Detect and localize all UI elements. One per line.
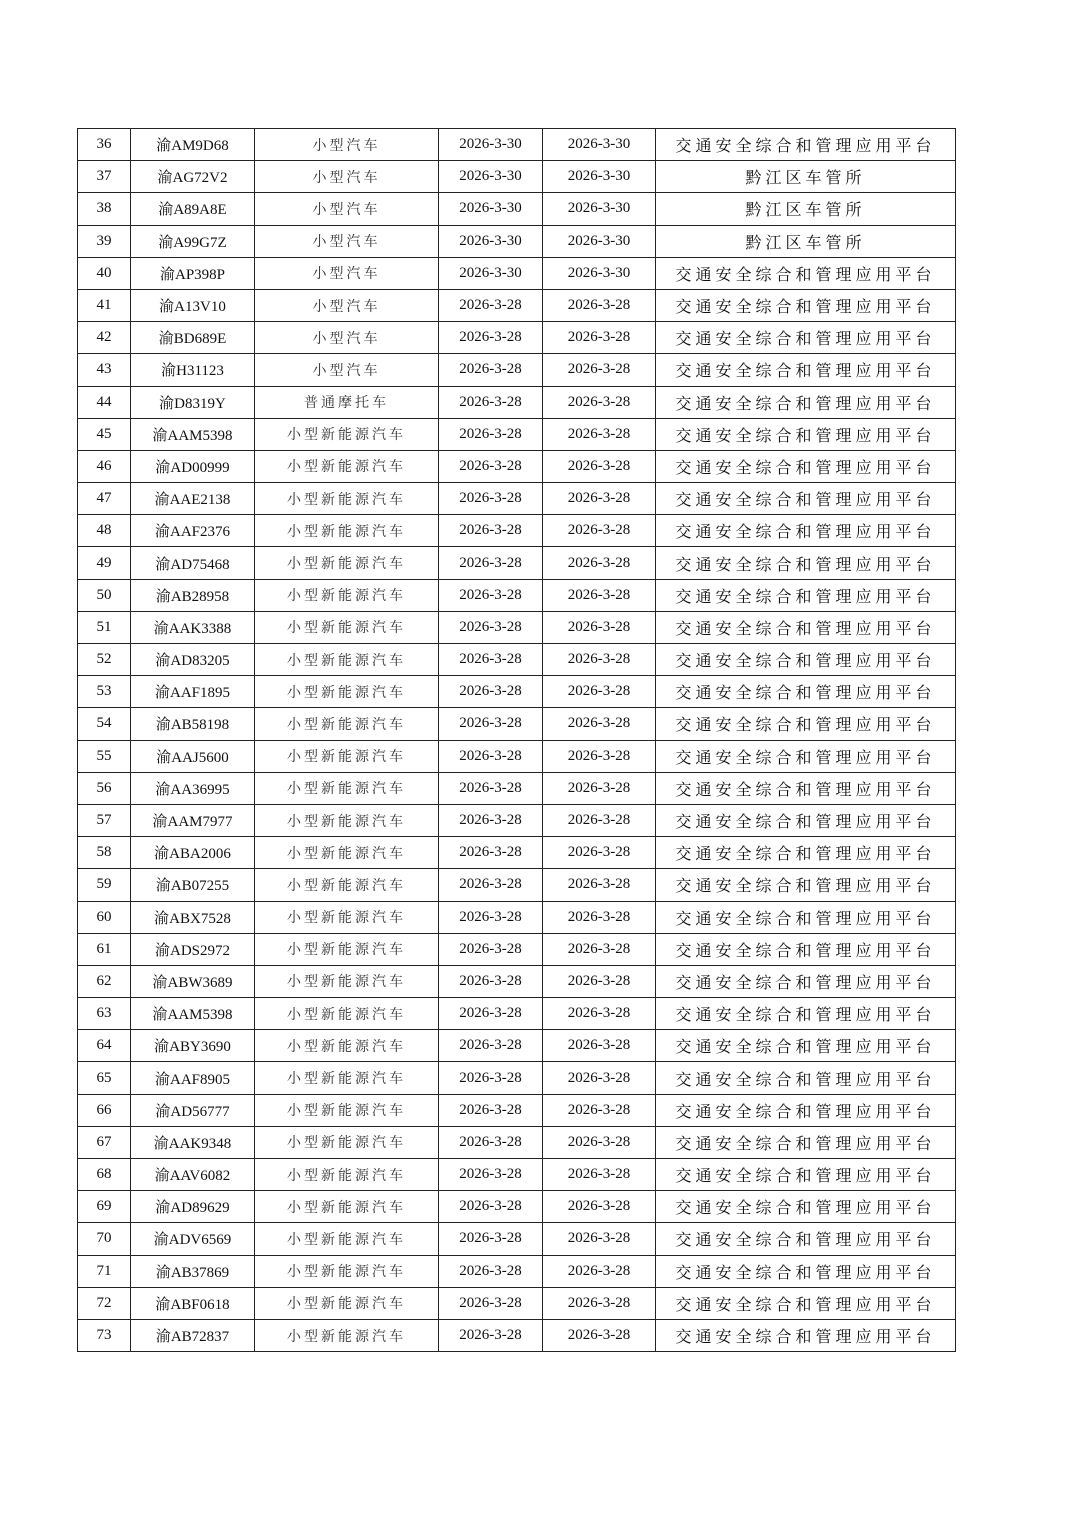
plate-number-cell: 渝AB72837 — [131, 1319, 255, 1351]
date-start-cell: 2026-3-30 — [439, 257, 543, 289]
row-number-cell: 67 — [78, 1126, 131, 1158]
plate-number-cell: 渝AAF8905 — [131, 1062, 255, 1094]
plate-number-cell: 渝A89A8E — [131, 193, 255, 225]
table-row — [78, 869, 956, 901]
plate-number-cell: 渝BD689E — [131, 322, 255, 354]
vehicle-type-cell: 小型新能源汽车 — [255, 644, 439, 676]
handling-office-cell: 黔江区车管所 — [656, 193, 956, 225]
date-end-cell: 2026-3-28 — [543, 965, 656, 997]
table-row — [78, 998, 956, 1030]
plate-number-cell: 渝AA36995 — [131, 772, 255, 804]
table-row — [78, 450, 956, 482]
plate-number-cell: 渝AD75468 — [131, 547, 255, 579]
date-end-cell: 2026-3-28 — [543, 450, 656, 482]
date-end-cell: 2026-3-28 — [543, 418, 656, 450]
row-number-cell: 41 — [78, 289, 131, 321]
handling-office-cell: 交通安全综合和管理应用平台 — [656, 933, 956, 965]
plate-number-cell: 渝AD83205 — [131, 644, 255, 676]
handling-office-cell: 交通安全综合和管理应用平台 — [656, 1287, 956, 1319]
row-number-cell: 64 — [78, 1030, 131, 1062]
row-number-cell: 59 — [78, 869, 131, 901]
table-row — [78, 708, 956, 740]
plate-number-cell: 渝ABX7528 — [131, 901, 255, 933]
plate-number-cell: 渝AD00999 — [131, 450, 255, 482]
plate-number-cell: 渝ABY3690 — [131, 1030, 255, 1062]
handling-office-cell: 交通安全综合和管理应用平台 — [656, 1159, 956, 1191]
plate-number-cell: 渝ABW3689 — [131, 965, 255, 997]
date-end-cell: 2026-3-28 — [543, 901, 656, 933]
date-end-cell: 2026-3-28 — [543, 1030, 656, 1062]
date-end-cell: 2026-3-28 — [543, 386, 656, 418]
vehicle-type-cell: 小型新能源汽车 — [255, 804, 439, 836]
vehicle-type-cell: 小型新能源汽车 — [255, 1126, 439, 1158]
date-start-cell: 2026-3-28 — [439, 547, 543, 579]
vehicle-type-cell: 小型新能源汽车 — [255, 901, 439, 933]
table-row — [78, 965, 956, 997]
plate-number-cell: 渝ADS2972 — [131, 933, 255, 965]
date-start-cell: 2026-3-30 — [439, 193, 543, 225]
row-number-cell: 54 — [78, 708, 131, 740]
date-start-cell: 2026-3-28 — [439, 740, 543, 772]
handling-office-cell: 交通安全综合和管理应用平台 — [656, 772, 956, 804]
handling-office-cell: 交通安全综合和管理应用平台 — [656, 708, 956, 740]
table-row — [78, 1094, 956, 1126]
row-number-cell: 58 — [78, 837, 131, 869]
vehicle-type-cell: 小型新能源汽车 — [255, 579, 439, 611]
table-row — [78, 289, 956, 321]
plate-number-cell: 渝AAK3388 — [131, 611, 255, 643]
handling-office-cell: 交通安全综合和管理应用平台 — [656, 965, 956, 997]
date-start-cell: 2026-3-28 — [439, 1030, 543, 1062]
date-end-cell: 2026-3-28 — [543, 1062, 656, 1094]
vehicle-type-cell: 小型汽车 — [255, 289, 439, 321]
date-start-cell: 2026-3-28 — [439, 804, 543, 836]
date-end-cell: 2026-3-28 — [543, 1319, 656, 1351]
handling-office-cell: 交通安全综合和管理应用平台 — [656, 354, 956, 386]
vehicle-type-cell: 小型新能源汽车 — [255, 837, 439, 869]
date-start-cell: 2026-3-28 — [439, 1191, 543, 1223]
date-start-cell: 2026-3-28 — [439, 579, 543, 611]
date-end-cell: 2026-3-28 — [543, 740, 656, 772]
row-number-cell: 45 — [78, 418, 131, 450]
plate-number-cell: 渝ADV6569 — [131, 1223, 255, 1255]
plate-number-cell: 渝AAV6082 — [131, 1159, 255, 1191]
vehicle-type-cell: 小型新能源汽车 — [255, 1255, 439, 1287]
row-number-cell: 53 — [78, 676, 131, 708]
table-row — [78, 644, 956, 676]
row-number-cell: 57 — [78, 804, 131, 836]
table-row — [78, 547, 956, 579]
date-end-cell: 2026-3-30 — [543, 161, 656, 193]
row-number-cell: 42 — [78, 322, 131, 354]
date-end-cell: 2026-3-28 — [543, 1223, 656, 1255]
date-start-cell: 2026-3-28 — [439, 1287, 543, 1319]
date-start-cell: 2026-3-28 — [439, 933, 543, 965]
date-end-cell: 2026-3-28 — [543, 289, 656, 321]
table-row — [78, 257, 956, 289]
date-end-cell: 2026-3-28 — [543, 611, 656, 643]
row-number-cell: 65 — [78, 1062, 131, 1094]
date-end-cell: 2026-3-28 — [543, 1094, 656, 1126]
handling-office-cell: 交通安全综合和管理应用平台 — [656, 676, 956, 708]
vehicle-type-cell: 小型新能源汽车 — [255, 1223, 439, 1255]
table-row — [78, 1191, 956, 1223]
table-row — [78, 804, 956, 836]
handling-office-cell: 交通安全综合和管理应用平台 — [656, 804, 956, 836]
handling-office-cell: 交通安全综合和管理应用平台 — [656, 547, 956, 579]
date-end-cell: 2026-3-28 — [543, 1191, 656, 1223]
vehicle-type-cell: 小型汽车 — [255, 354, 439, 386]
table-row — [78, 161, 956, 193]
plate-number-cell: 渝AAF2376 — [131, 515, 255, 547]
date-start-cell: 2026-3-28 — [439, 1062, 543, 1094]
handling-office-cell: 交通安全综合和管理应用平台 — [656, 901, 956, 933]
vehicle-type-cell: 小型新能源汽车 — [255, 1030, 439, 1062]
row-number-cell: 60 — [78, 901, 131, 933]
handling-office-cell: 交通安全综合和管理应用平台 — [656, 322, 956, 354]
table-row — [78, 483, 956, 515]
table-row — [78, 193, 956, 225]
date-start-cell: 2026-3-28 — [439, 1126, 543, 1158]
table-row — [78, 1287, 956, 1319]
plate-number-cell: 渝ABF0618 — [131, 1287, 255, 1319]
date-end-cell: 2026-3-28 — [543, 1126, 656, 1158]
plate-number-cell: 渝AP398P — [131, 257, 255, 289]
table-row — [78, 418, 956, 450]
vehicle-type-cell: 小型新能源汽车 — [255, 450, 439, 482]
plate-number-cell: 渝AAJ5600 — [131, 740, 255, 772]
plate-number-cell: 渝AG72V2 — [131, 161, 255, 193]
vehicle-type-cell: 小型汽车 — [255, 322, 439, 354]
row-number-cell: 49 — [78, 547, 131, 579]
vehicle-type-cell: 小型新能源汽车 — [255, 1191, 439, 1223]
date-end-cell: 2026-3-28 — [543, 708, 656, 740]
vehicle-type-cell: 小型新能源汽车 — [255, 998, 439, 1030]
date-end-cell: 2026-3-28 — [543, 772, 656, 804]
date-end-cell: 2026-3-28 — [543, 676, 656, 708]
vehicle-type-cell: 小型新能源汽车 — [255, 547, 439, 579]
table-row — [78, 225, 956, 257]
plate-number-cell: 渝AB58198 — [131, 708, 255, 740]
date-start-cell: 2026-3-28 — [439, 998, 543, 1030]
row-number-cell: 40 — [78, 257, 131, 289]
handling-office-cell: 交通安全综合和管理应用平台 — [656, 483, 956, 515]
date-start-cell: 2026-3-28 — [439, 611, 543, 643]
handling-office-cell: 交通安全综合和管理应用平台 — [656, 1255, 956, 1287]
handling-office-cell: 交通安全综合和管理应用平台 — [656, 644, 956, 676]
row-number-cell: 50 — [78, 579, 131, 611]
table-row — [78, 515, 956, 547]
vehicle-type-cell: 小型汽车 — [255, 161, 439, 193]
row-number-cell: 37 — [78, 161, 131, 193]
vehicle-type-cell: 小型新能源汽车 — [255, 418, 439, 450]
row-number-cell: 71 — [78, 1255, 131, 1287]
date-start-cell: 2026-3-28 — [439, 322, 543, 354]
handling-office-cell: 交通安全综合和管理应用平台 — [656, 129, 956, 161]
handling-office-cell: 交通安全综合和管理应用平台 — [656, 386, 956, 418]
row-number-cell: 63 — [78, 998, 131, 1030]
vehicle-table — [77, 128, 956, 1352]
plate-number-cell: 渝AD89629 — [131, 1191, 255, 1223]
vehicle-type-cell: 小型新能源汽车 — [255, 933, 439, 965]
handling-office-cell: 交通安全综合和管理应用平台 — [656, 515, 956, 547]
vehicle-type-cell: 小型新能源汽车 — [255, 740, 439, 772]
table-row — [78, 1062, 956, 1094]
plate-number-cell: 渝AD56777 — [131, 1094, 255, 1126]
date-end-cell: 2026-3-28 — [543, 869, 656, 901]
date-start-cell: 2026-3-30 — [439, 161, 543, 193]
date-start-cell: 2026-3-30 — [439, 225, 543, 257]
table-row — [78, 676, 956, 708]
plate-number-cell: 渝D8319Y — [131, 386, 255, 418]
row-number-cell: 39 — [78, 225, 131, 257]
date-start-cell: 2026-3-28 — [439, 483, 543, 515]
table-body — [78, 129, 956, 1352]
date-end-cell: 2026-3-30 — [543, 225, 656, 257]
handling-office-cell: 交通安全综合和管理应用平台 — [656, 579, 956, 611]
table-row — [78, 740, 956, 772]
date-start-cell: 2026-3-28 — [439, 515, 543, 547]
handling-office-cell: 交通安全综合和管理应用平台 — [656, 611, 956, 643]
vehicle-type-cell: 小型新能源汽车 — [255, 515, 439, 547]
date-start-cell: 2026-3-28 — [439, 901, 543, 933]
plate-number-cell: 渝A99G7Z — [131, 225, 255, 257]
vehicle-type-cell: 小型新能源汽车 — [255, 1319, 439, 1351]
date-start-cell: 2026-3-28 — [439, 708, 543, 740]
vehicle-type-cell: 小型新能源汽车 — [255, 676, 439, 708]
handling-office-cell: 交通安全综合和管理应用平台 — [656, 1319, 956, 1351]
row-number-cell: 43 — [78, 354, 131, 386]
handling-office-cell: 交通安全综合和管理应用平台 — [656, 1094, 956, 1126]
date-end-cell: 2026-3-28 — [543, 837, 656, 869]
vehicle-type-cell: 小型新能源汽车 — [255, 772, 439, 804]
date-end-cell: 2026-3-30 — [543, 193, 656, 225]
date-end-cell: 2026-3-30 — [543, 257, 656, 289]
table-row — [78, 1255, 956, 1287]
handling-office-cell: 黔江区车管所 — [656, 161, 956, 193]
table-row — [78, 611, 956, 643]
table-row — [78, 901, 956, 933]
row-number-cell: 66 — [78, 1094, 131, 1126]
date-start-cell: 2026-3-28 — [439, 418, 543, 450]
date-start-cell: 2026-3-28 — [439, 386, 543, 418]
date-end-cell: 2026-3-28 — [543, 804, 656, 836]
table-row — [78, 772, 956, 804]
plate-number-cell: 渝AAK9348 — [131, 1126, 255, 1158]
vehicle-type-cell: 小型新能源汽车 — [255, 965, 439, 997]
vehicle-type-cell: 小型汽车 — [255, 225, 439, 257]
row-number-cell: 68 — [78, 1159, 131, 1191]
vehicle-type-cell: 小型新能源汽车 — [255, 1159, 439, 1191]
date-end-cell: 2026-3-28 — [543, 547, 656, 579]
table-row — [78, 837, 956, 869]
row-number-cell: 62 — [78, 965, 131, 997]
vehicle-type-cell: 小型新能源汽车 — [255, 611, 439, 643]
row-number-cell: 73 — [78, 1319, 131, 1351]
handling-office-cell: 交通安全综合和管理应用平台 — [656, 1126, 956, 1158]
table-row — [78, 579, 956, 611]
table-row — [78, 1223, 956, 1255]
table-row — [78, 1126, 956, 1158]
row-number-cell: 61 — [78, 933, 131, 965]
date-end-cell: 2026-3-28 — [543, 644, 656, 676]
date-start-cell: 2026-3-28 — [439, 450, 543, 482]
date-start-cell: 2026-3-28 — [439, 1094, 543, 1126]
date-start-cell: 2026-3-28 — [439, 1159, 543, 1191]
row-number-cell: 46 — [78, 450, 131, 482]
row-number-cell: 48 — [78, 515, 131, 547]
date-start-cell: 2026-3-28 — [439, 1255, 543, 1287]
plate-number-cell: 渝A13V10 — [131, 289, 255, 321]
date-start-cell: 2026-3-28 — [439, 869, 543, 901]
row-number-cell: 72 — [78, 1287, 131, 1319]
date-start-cell: 2026-3-28 — [439, 1319, 543, 1351]
handling-office-cell: 交通安全综合和管理应用平台 — [656, 450, 956, 482]
vehicle-type-cell: 小型新能源汽车 — [255, 869, 439, 901]
table-row — [78, 1159, 956, 1191]
row-number-cell: 44 — [78, 386, 131, 418]
date-end-cell: 2026-3-28 — [543, 354, 656, 386]
handling-office-cell: 交通安全综合和管理应用平台 — [656, 418, 956, 450]
date-end-cell: 2026-3-28 — [543, 1159, 656, 1191]
date-start-cell: 2026-3-28 — [439, 837, 543, 869]
vehicle-type-cell: 小型新能源汽车 — [255, 483, 439, 515]
date-end-cell: 2026-3-28 — [543, 483, 656, 515]
handling-office-cell: 交通安全综合和管理应用平台 — [656, 869, 956, 901]
date-end-cell: 2026-3-28 — [543, 322, 656, 354]
date-start-cell: 2026-3-28 — [439, 772, 543, 804]
plate-number-cell: 渝AB37869 — [131, 1255, 255, 1287]
date-start-cell: 2026-3-28 — [439, 676, 543, 708]
plate-number-cell: 渝AAM5398 — [131, 998, 255, 1030]
handling-office-cell: 交通安全综合和管理应用平台 — [656, 998, 956, 1030]
vehicle-type-cell: 小型汽车 — [255, 257, 439, 289]
table-row — [78, 1030, 956, 1062]
row-number-cell: 51 — [78, 611, 131, 643]
vehicle-type-cell: 小型新能源汽车 — [255, 1287, 439, 1319]
vehicle-type-cell: 小型汽车 — [255, 193, 439, 225]
handling-office-cell: 交通安全综合和管理应用平台 — [656, 1191, 956, 1223]
row-number-cell: 69 — [78, 1191, 131, 1223]
date-start-cell: 2026-3-28 — [439, 965, 543, 997]
vehicle-type-cell: 小型新能源汽车 — [255, 1062, 439, 1094]
table-row — [78, 354, 956, 386]
handling-office-cell: 交通安全综合和管理应用平台 — [656, 837, 956, 869]
date-start-cell: 2026-3-28 — [439, 289, 543, 321]
date-start-cell: 2026-3-28 — [439, 644, 543, 676]
date-end-cell: 2026-3-28 — [543, 933, 656, 965]
plate-number-cell: 渝AAE2138 — [131, 483, 255, 515]
row-number-cell: 70 — [78, 1223, 131, 1255]
date-start-cell: 2026-3-28 — [439, 1223, 543, 1255]
vehicle-type-cell: 小型新能源汽车 — [255, 1094, 439, 1126]
handling-office-cell: 交通安全综合和管理应用平台 — [656, 1062, 956, 1094]
table-row — [78, 1319, 956, 1351]
row-number-cell: 55 — [78, 740, 131, 772]
plate-number-cell: 渝H31123 — [131, 354, 255, 386]
row-number-cell: 56 — [78, 772, 131, 804]
date-end-cell: 2026-3-30 — [543, 129, 656, 161]
handling-office-cell: 交通安全综合和管理应用平台 — [656, 289, 956, 321]
vehicle-type-cell: 小型汽车 — [255, 129, 439, 161]
plate-number-cell: 渝AB07255 — [131, 869, 255, 901]
table-row — [78, 129, 956, 161]
plate-number-cell: 渝AAM5398 — [131, 418, 255, 450]
plate-number-cell: 渝AAF1895 — [131, 676, 255, 708]
row-number-cell: 52 — [78, 644, 131, 676]
table-row — [78, 386, 956, 418]
date-start-cell: 2026-3-30 — [439, 129, 543, 161]
handling-office-cell: 交通安全综合和管理应用平台 — [656, 257, 956, 289]
plate-number-cell: 渝ABA2006 — [131, 837, 255, 869]
plate-number-cell: 渝AB28958 — [131, 579, 255, 611]
date-end-cell: 2026-3-28 — [543, 1287, 656, 1319]
handling-office-cell: 黔江区车管所 — [656, 225, 956, 257]
row-number-cell: 36 — [78, 129, 131, 161]
date-end-cell: 2026-3-28 — [543, 515, 656, 547]
plate-number-cell: 渝AM9D68 — [131, 129, 255, 161]
date-end-cell: 2026-3-28 — [543, 998, 656, 1030]
row-number-cell: 47 — [78, 483, 131, 515]
date-start-cell: 2026-3-28 — [439, 354, 543, 386]
handling-office-cell: 交通安全综合和管理应用平台 — [656, 1223, 956, 1255]
table-row — [78, 933, 956, 965]
date-end-cell: 2026-3-28 — [543, 579, 656, 611]
table-row — [78, 322, 956, 354]
row-number-cell: 38 — [78, 193, 131, 225]
vehicle-type-cell: 普通摩托车 — [255, 386, 439, 418]
date-end-cell: 2026-3-28 — [543, 1255, 656, 1287]
handling-office-cell: 交通安全综合和管理应用平台 — [656, 1030, 956, 1062]
vehicle-type-cell: 小型新能源汽车 — [255, 708, 439, 740]
plate-number-cell: 渝AAM7977 — [131, 804, 255, 836]
handling-office-cell: 交通安全综合和管理应用平台 — [656, 740, 956, 772]
